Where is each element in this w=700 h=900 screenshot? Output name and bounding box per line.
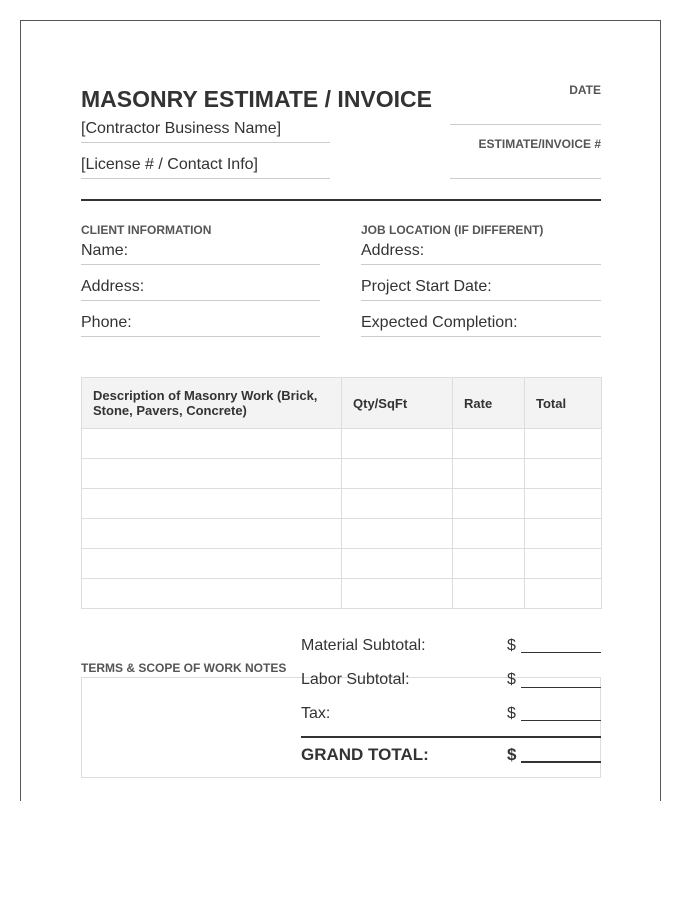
material-subtotal-label: Material Subtotal: bbox=[301, 637, 426, 654]
table-row bbox=[82, 489, 602, 519]
grand-total-field-line[interactable] bbox=[521, 761, 601, 763]
material-subtotal-field-line[interactable] bbox=[521, 652, 601, 653]
table-row bbox=[82, 429, 602, 459]
qty-cell[interactable] bbox=[342, 579, 453, 609]
qty-cell[interactable] bbox=[342, 429, 453, 459]
tax-label: Tax: bbox=[301, 705, 331, 722]
table-header-row bbox=[82, 378, 602, 429]
table-row bbox=[82, 579, 602, 609]
rate-cell[interactable] bbox=[453, 579, 525, 609]
license-placeholder[interactable]: [License # / Contact Info] bbox=[81, 156, 258, 173]
invoice-number-label: ESTIMATE/INVOICE # bbox=[478, 137, 601, 151]
client-address-field-line[interactable] bbox=[81, 300, 320, 301]
description-cell[interactable] bbox=[82, 429, 342, 459]
total-cell[interactable] bbox=[525, 519, 602, 549]
rate-cell[interactable] bbox=[453, 549, 525, 579]
rate-cell[interactable] bbox=[453, 459, 525, 489]
description-cell[interactable] bbox=[82, 579, 342, 609]
rate-cell[interactable] bbox=[453, 429, 525, 459]
page-title: MASONRY ESTIMATE / INVOICE bbox=[81, 86, 432, 112]
license-line bbox=[81, 178, 330, 179]
client-name-label: Name: bbox=[81, 242, 129, 259]
col-qty-header: Qty/SqFt bbox=[342, 378, 453, 429]
description-cell[interactable] bbox=[82, 549, 342, 579]
rate-cell[interactable] bbox=[453, 519, 525, 549]
client-name-field-line[interactable] bbox=[81, 264, 320, 265]
table-row bbox=[82, 519, 602, 549]
date-label: DATE bbox=[569, 83, 601, 97]
client-section-label: CLIENT INFORMATION bbox=[81, 223, 212, 237]
col-description-header: Description of Masonry Work (Brick, Stone, Pavers, Concrete) bbox=[82, 378, 342, 429]
rate-cell[interactable] bbox=[453, 489, 525, 519]
total-cell[interactable] bbox=[525, 549, 602, 579]
invoice-number-field-line[interactable] bbox=[450, 178, 601, 179]
job-address-field-line[interactable] bbox=[361, 264, 601, 265]
business-name-placeholder[interactable]: [Contractor Business Name] bbox=[81, 120, 282, 137]
notes-label: TERMS & SCOPE OF WORK NOTES bbox=[81, 661, 287, 675]
description-cell[interactable] bbox=[82, 489, 342, 519]
qty-cell[interactable] bbox=[342, 549, 453, 579]
qty-cell[interactable] bbox=[342, 519, 453, 549]
labor-currency-symbol: $ bbox=[507, 671, 516, 688]
work-items-table bbox=[81, 377, 602, 609]
total-cell[interactable] bbox=[525, 579, 602, 609]
description-cell[interactable] bbox=[82, 519, 342, 549]
grand-total-currency-symbol: $ bbox=[507, 745, 517, 764]
date-field-line[interactable] bbox=[450, 124, 601, 125]
total-cell[interactable] bbox=[525, 429, 602, 459]
expected-completion-label: Expected Completion: bbox=[361, 314, 518, 331]
labor-subtotal-label: Labor Subtotal: bbox=[301, 671, 410, 688]
total-cell[interactable] bbox=[525, 459, 602, 489]
qty-cell[interactable] bbox=[342, 489, 453, 519]
description-cell[interactable] bbox=[82, 459, 342, 489]
job-address-label: Address: bbox=[361, 242, 425, 259]
header-divider bbox=[81, 199, 601, 201]
client-phone-label: Phone: bbox=[81, 314, 132, 331]
job-section-label: JOB LOCATION (IF DIFFERENT) bbox=[361, 223, 544, 237]
tax-currency-symbol: $ bbox=[507, 705, 516, 722]
business-name-line bbox=[81, 142, 330, 143]
client-phone-field-line[interactable] bbox=[81, 336, 320, 337]
qty-cell[interactable] bbox=[342, 459, 453, 489]
grand-total-label: GRAND TOTAL: bbox=[301, 745, 429, 764]
total-cell[interactable] bbox=[525, 489, 602, 519]
expected-completion-field-line[interactable] bbox=[361, 336, 601, 337]
project-start-date-field-line[interactable] bbox=[361, 300, 601, 301]
grand-total-divider bbox=[301, 736, 601, 738]
col-rate-header: Rate bbox=[453, 378, 525, 429]
labor-subtotal-field-line[interactable] bbox=[521, 687, 601, 688]
col-total-header: Total bbox=[525, 378, 602, 429]
table-row bbox=[82, 549, 602, 579]
table-row bbox=[82, 459, 602, 489]
client-address-label: Address: bbox=[81, 278, 145, 295]
material-currency-symbol: $ bbox=[507, 637, 516, 654]
project-start-date-label: Project Start Date: bbox=[361, 278, 492, 295]
tax-field-line[interactable] bbox=[521, 720, 601, 721]
